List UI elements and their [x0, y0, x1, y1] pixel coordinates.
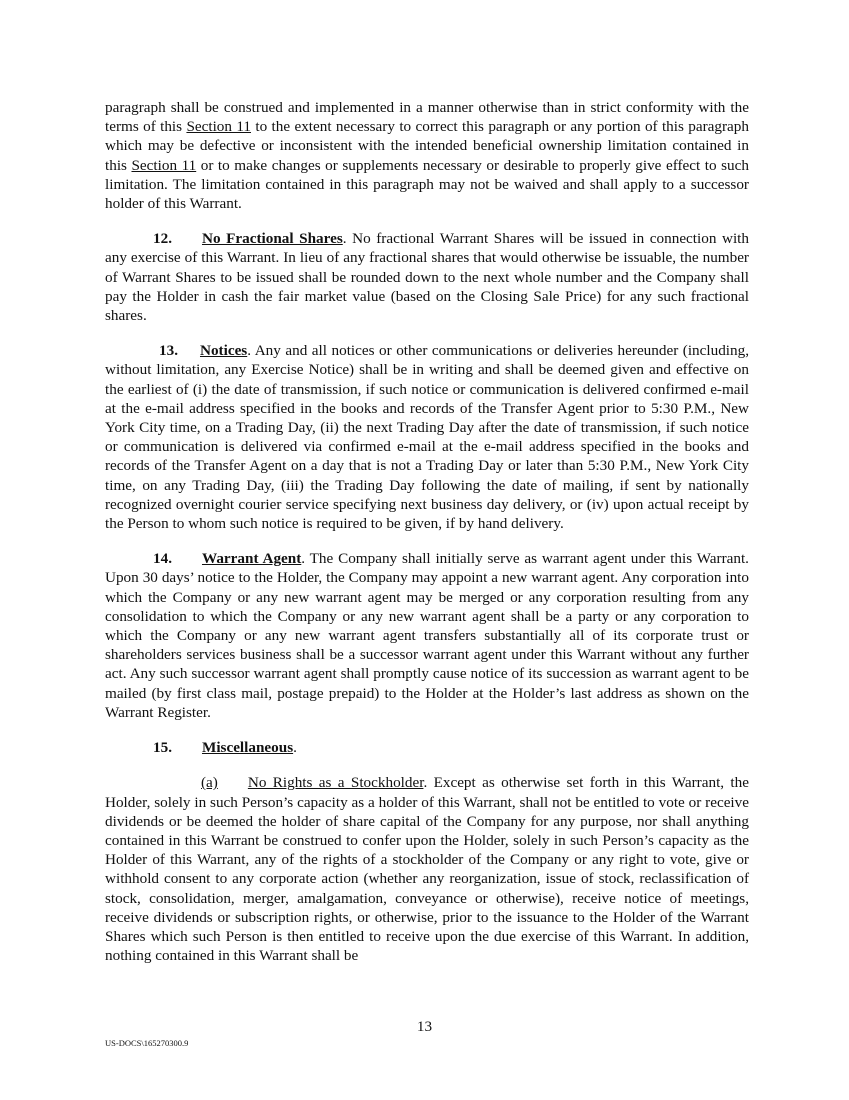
section-15a-label: (a)	[201, 774, 218, 792]
section-13-heading: Notices	[199, 342, 248, 360]
document-id: US-DOCS\165270300.9	[105, 1038, 189, 1048]
section-12-heading: No Fractional Shares	[201, 230, 343, 248]
section-15-heading: Miscellaneous	[201, 739, 294, 757]
intro-text-2: to the extent necessary to correct this paragraph or any portion of this paragraph which may be defective or inconsistent with the intended beneficial ownership limitation contained in this	[105, 118, 749, 174]
section-13-number: 13.	[159, 342, 178, 360]
section-15a-heading: No Rights as a Stockholder	[247, 774, 424, 792]
intro-text-1: paragraph shall be construed and implemented in a manner otherwise than in strict conformity with the terms of this	[105, 99, 749, 136]
section-15a-paragraph	[105, 773, 749, 965]
section-14-heading: Warrant Agent	[201, 550, 302, 568]
section-13-text: . Any and all notices or other communications or deliveries hereunder (including, without limitation, any Exercise Notice) shall be in writing and shall be deemed given and effective on the earliest of (i) the date of transmission, if such notice or communication is delivered confirmed e-mail at the e-mail address specified in the books and records of the Transfer Agent prior to 5:30 P.M., New York City time, on a Trading Day, (ii) the next Trading Day after the date of transmission, if such notice or communication is delivered via confirmed e-mail at the e-mail address specified in the books and records of the Transfer Agent on a day that is not a Trading Day or later than 5:30 P.M., New York City time, on any Trading Day, (iii) the Trading Day following the date of mailing, if sent by nationally recognized overnight courier service specifying next business day delivery, or (iv) upon actual receipt by the Person to whom such notice is required to be given, if by hand delivery.	[105, 342, 749, 533]
section-12-paragraph	[105, 229, 749, 325]
section-15a-text: . Except as otherwise set forth in this Warrant, the Holder, solely in such Person’s capacity as a holder of this Warrant, shall not be entitled to vote or receive dividends or be deemed the holder of share capital of the Company for any purpose, nor shall anything contained in this Warrant be construed to confer upon the Holder, solely in such Person’s capacity as the Holder of this Warrant, any of the rights of a stockholder of the Company or any right to vote, give or withhold consent to any corporate action (whether any reorganization, issue of stock, reclassification of stock, consolidation, merger, amalgamation, conveyance or otherwise), receive notice of meetings, receive dividends or subscription rights, or otherwise, prior to the issuance to the Holder of the Warrant Shares which such Person is then entitled to receive upon the due exercise of this Warrant. In addition, nothing contained in this Warrant shall be	[105, 774, 749, 965]
section-12-text: . No fractional Warrant Shares will be issued in connection with any exercise of this Warrant. In lieu of any fractional shares that would otherwise be issuable, the number of Warrant Shares to be issued shall be rounded down to the next whole number and the Company shall pay the Holder in cash the fair market value (based on the Closing Sale Price) for any such fractional shares.	[105, 230, 749, 325]
section-12-number: 12.	[153, 230, 172, 248]
section-11-reference: Section 11	[186, 118, 251, 136]
page-number: 13	[416, 1018, 433, 1035]
intro-text-3: or to make changes or supplements necessary or desirable to properly give effect to such limitation. The limitation contained in this paragraph may not be waived and shall apply to a successor holder of this Warrant.	[105, 156, 749, 213]
section-14-paragraph	[105, 549, 749, 722]
section-14-text: . The Company shall initially serve as warrant agent under this Warrant. Upon 30 days’ notice to the Holder, the Company may appoint a new warrant agent. Any corporation into which the Company or any new warrant agent may be merged or any corporation resulting from any consolidation to which the Company or any new warrant agent shall be a party or any corporation to which the Company or any new warrant agent transfers substantially all of its corporate trust or shareholders services business shall be a successor warrant agent under this Warrant without any further act. Any such successor warrant agent shall promptly cause notice of its succession as warrant agent to be mailed (by first class mail, postage prepaid) to the Holder at the Holder’s last address as shown on the Warrant Register.	[105, 550, 749, 721]
document-body	[105, 98, 749, 965]
section-13-paragraph	[105, 341, 749, 533]
section-11-reference: Section 11	[131, 156, 197, 174]
intro-paragraph	[105, 98, 749, 213]
section-14-number: 14.	[153, 550, 172, 568]
section-15-number: 15.	[153, 739, 172, 757]
section-15-heading-line	[105, 738, 749, 757]
section-15-period: .	[293, 739, 297, 757]
